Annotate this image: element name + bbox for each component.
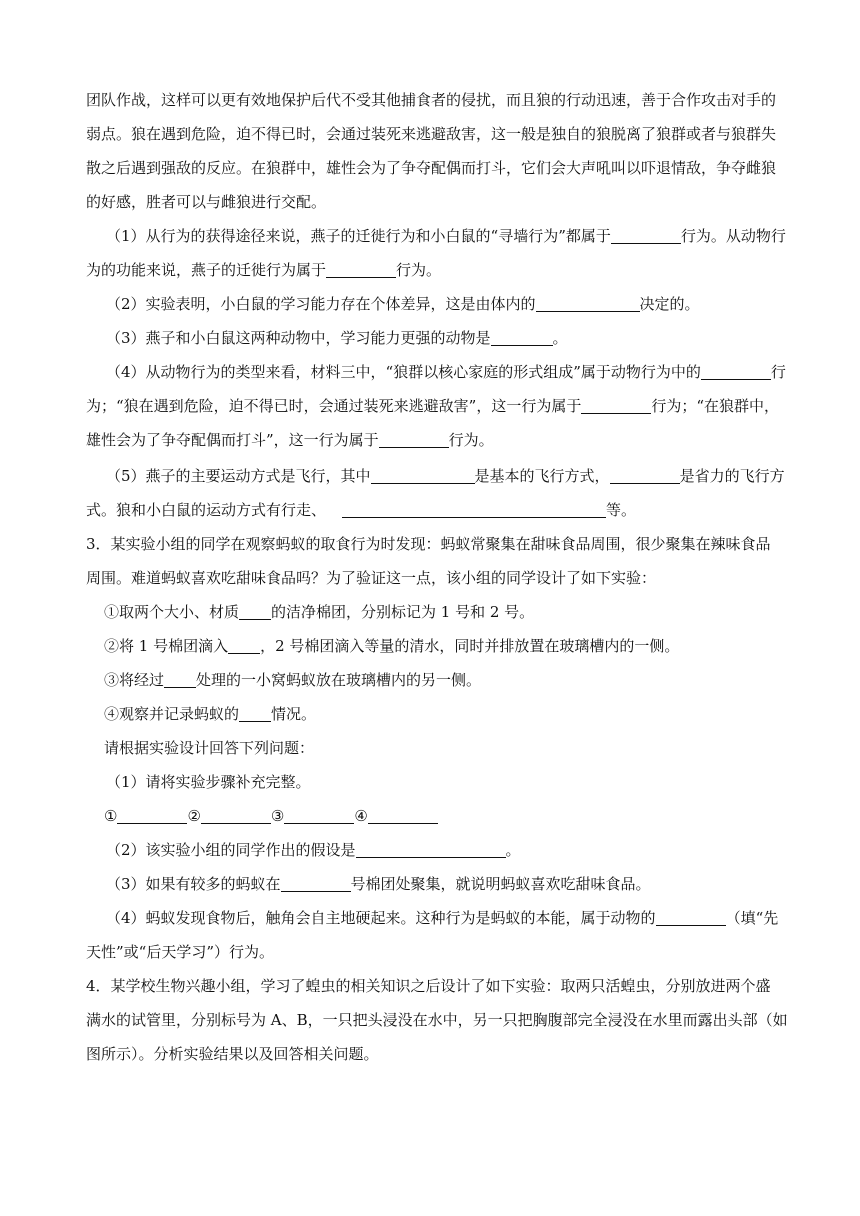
answer-blank[interactable] — [201, 807, 271, 824]
q2-sub5-line1 — [106, 466, 806, 486]
answer-blank[interactable] — [356, 841, 506, 858]
answer-blank[interactable] — [368, 807, 438, 824]
q3-step4-text-b: 情况。 — [271, 705, 317, 723]
answer-blank[interactable] — [491, 329, 553, 346]
q3-step4 — [104, 704, 804, 724]
answer-blank[interactable] — [371, 467, 475, 484]
q3-sub3-text-b: 号棉团处聚集，就说明蚂蚁喜欢吃甜味食品。 — [350, 875, 651, 893]
q2-sub4-text-f: 行为。 — [448, 431, 494, 449]
circled-3: ③ — [270, 807, 285, 825]
q3-stem-line1: 3．某实验小组的同学在观察蚂蚁的取食行为时发现：蚂蚁常聚集在甜味食品周围，很少聚集在辣味食品 — [86, 535, 771, 553]
answer-blank[interactable] — [239, 603, 271, 620]
q3-stem-line2: 周围。难道蚂蚁喜欢吃甜味食品吗？为了验证这一点，该小组的同学设计了如下实验： — [86, 569, 657, 587]
q2-sub4-text-d: 行为；“在狼群中， — [651, 397, 780, 415]
q2-sub1-text-c: 为的功能来说，燕子的迁徙行为属于 — [86, 261, 327, 279]
q2-sub5-text-c: 是省力的飞行方 — [679, 467, 785, 485]
intro-line-1: 团队作战，这样可以更有效地保护后代不受其他捕食者的侵扰，而且狼的行动迅速，善于合作攻击对手的 — [86, 91, 777, 109]
circled-4: ④ — [354, 807, 368, 825]
answer-blank[interactable] — [536, 295, 640, 312]
circled-2: ② — [187, 807, 201, 825]
q2-sub3 — [106, 328, 806, 348]
q3-step3-text-b: 处理的一小窝蚂蚁放在玻璃槽内的另一侧。 — [196, 671, 482, 689]
answer-blank[interactable] — [117, 807, 187, 824]
q2-sub5-text-e: 等。 — [606, 501, 637, 519]
q4-line-1: 4．某学校生物兴趣小组，学习了蝗虫的相关知识之后设计了如下实验：取两只活蝗虫，分别放进两个盛 — [86, 977, 771, 995]
q3-step2-text-b: ，2 号棉团滴入等量的清水，同时并排放置在玻璃槽内的一侧。 — [260, 637, 680, 655]
q3-step2-text-a: ②将 1 号棉团滴入 — [104, 637, 229, 655]
q4-line-2: 满水的试管里，分别标号为 A、B，一只把头浸没在水中，另一只把胸腹部完全浸没在水里而露出头部（如 — [86, 1011, 788, 1029]
q2-sub1-line1 — [106, 226, 806, 246]
answer-blank[interactable] — [379, 431, 449, 448]
q3-step1 — [104, 602, 804, 622]
q2-sub3-text-a: （3）燕子和小白鼠这两种动物中，学习能力更强的动物是 — [106, 329, 491, 347]
answer-blank[interactable] — [611, 227, 681, 244]
answer-blank[interactable] — [342, 501, 606, 518]
q2-sub4-text-b: 行 — [770, 363, 786, 381]
q3-ask: 请根据实验设计回答下列问题： — [104, 739, 315, 757]
answer-blank[interactable] — [281, 875, 351, 892]
intro-line-3: 散之后遇到强敌的反应。在狼群中，雄性会为了争夺配偶而打斗，它们会大声吼叫以吓退情敌，争夺雌狼 — [86, 159, 777, 177]
q2-sub3-text-b: 。 — [552, 329, 568, 347]
q4-line-3: 图所示）。分析实验结果以及回答相关问题。 — [86, 1045, 379, 1063]
answer-blank[interactable] — [326, 261, 396, 278]
answer-blank[interactable] — [581, 397, 651, 414]
answer-blank[interactable] — [701, 363, 771, 380]
q3-sub2 — [106, 840, 806, 860]
answer-blank[interactable] — [228, 637, 260, 654]
q3-step1-text-a: ①取两个大小、材质 — [104, 603, 240, 621]
q2-sub1-text-d: 行为。 — [396, 261, 442, 279]
q2-sub5-text-d: 式。狼和小白鼠的运动方式有行走、 — [86, 501, 327, 519]
q3-sub2-text-a: （2）该实验小组的同学作出的假设是 — [106, 841, 356, 859]
q3-step3-text-a: ③将经过 — [104, 671, 165, 689]
intro-line-4: 的好感，胜者可以与雌狼进行交配。 — [86, 193, 327, 211]
q3-sub3-text-a: （3）如果有较多的蚂蚁在 — [106, 875, 281, 893]
q2-sub4-text-e: 雄性会为了争夺配偶而打斗”，这一行为属于 — [86, 431, 379, 449]
q3-sub1: （1）请将实验步骤补充完整。 — [106, 773, 311, 791]
q3-step3 — [104, 670, 804, 690]
answer-blank[interactable] — [610, 467, 680, 484]
q3-step4-text-a: ④观察并记录蚂蚁的 — [104, 705, 240, 723]
q2-sub4-text-a: （4）从动物行为的类型来看，材料三中，“狼群以核心家庭的形式组成”属于动物行为中的 — [106, 363, 701, 381]
q2-sub4-line1 — [106, 362, 806, 382]
answer-blank[interactable] — [284, 807, 354, 824]
q2-sub2-text-a: （2）实验表明，小白鼠的学习能力存在个体差异，这是由体内的 — [106, 295, 536, 313]
q2-sub1-text-b: 行为。从动物行 — [680, 227, 786, 245]
q3-sub4-line1 — [106, 908, 806, 928]
q3-step2 — [104, 636, 804, 656]
q3-sub1-blanks — [104, 806, 804, 826]
q2-sub1-line2 — [86, 260, 786, 280]
q2-sub1-text-a: （1）从行为的获得途径来说，燕子的迁徙行为和小白鼠的“寻墙行为”都属于 — [106, 227, 611, 245]
q3-sub4-line2: 天性”或“后天学习”）行为。 — [86, 943, 275, 961]
q2-sub4-line2 — [86, 396, 786, 416]
circled-1: ① — [104, 807, 118, 825]
q2-sub4-line3 — [86, 430, 786, 450]
q3-sub3 — [106, 874, 806, 894]
q3-sub2-text-b: 。 — [505, 841, 521, 859]
q2-sub2 — [106, 294, 806, 314]
intro-line-2: 弱点。狼在遇到危险，迫不得已时，会通过装死来逃避敌害，这一般是独自的狼脱离了狼群或者与狼群失 — [86, 125, 777, 143]
answer-blank[interactable] — [239, 705, 271, 722]
q2-sub5-text-a: （5）燕子的主要运动方式是飞行，其中 — [106, 467, 371, 485]
q3-sub4-text-b: （填“先 — [725, 909, 779, 927]
q2-sub5-text-b: 是基本的飞行方式， — [474, 467, 610, 485]
q2-sub5-line2 — [86, 500, 786, 520]
q3-step1-text-b: 的洁净棉团，分别标记为 1 号和 2 号。 — [271, 603, 535, 621]
q3-sub4-text-a: （4）蚂蚁发现食物后，触角会自主地硬起来。这种行为是蚂蚁的本能，属于动物的 — [106, 909, 656, 927]
answer-blank[interactable] — [656, 909, 726, 926]
answer-blank[interactable] — [164, 671, 196, 688]
q2-sub2-text-b: 决定的。 — [639, 295, 700, 313]
q2-sub4-text-c: 为；“狼在遇到危险，迫不得已时，会通过装死来逃避敌害”，这一行为属于 — [86, 397, 582, 415]
